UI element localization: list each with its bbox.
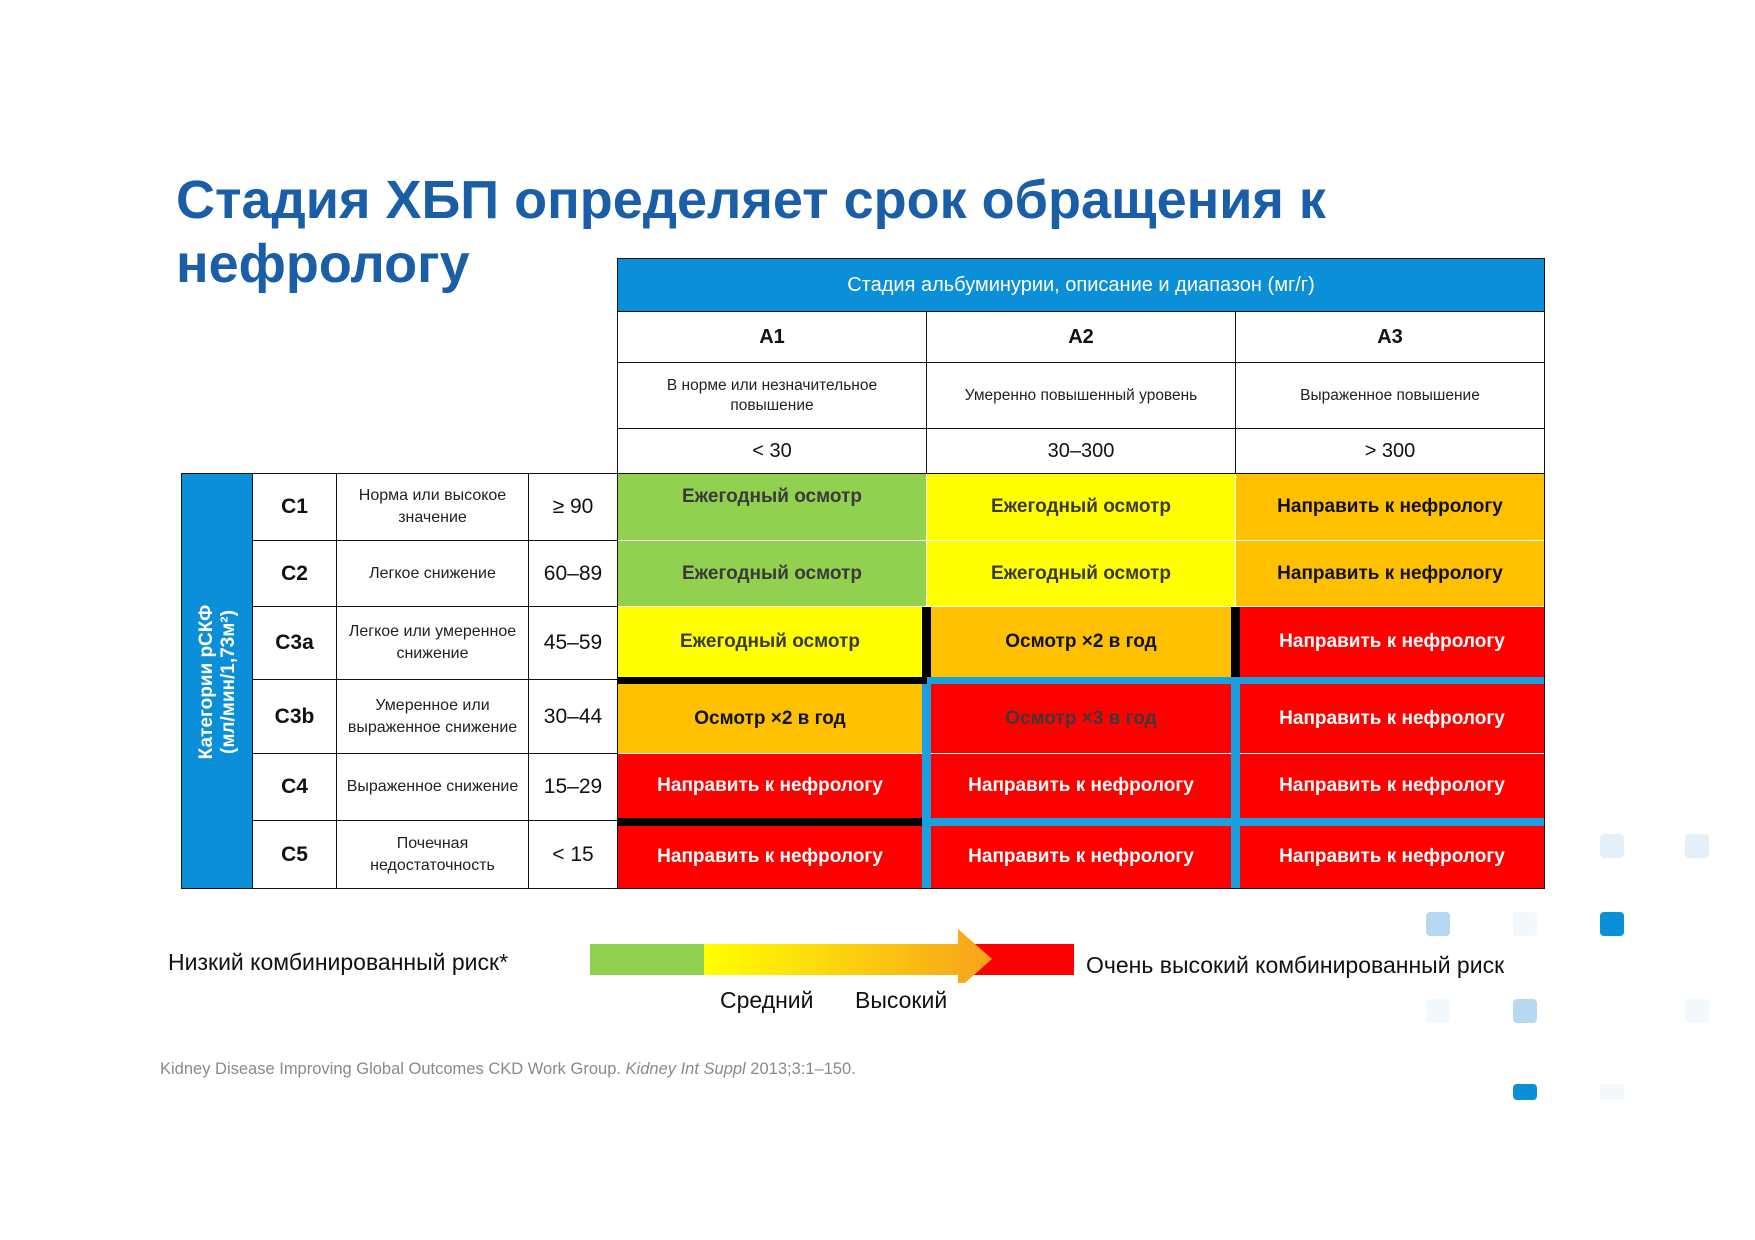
gfr-header-line1: Категории рСКФ <box>196 604 217 760</box>
gfr-value: 45–59 <box>528 606 618 680</box>
risk-cell-c4-a3: Направить к нефрологу <box>1240 754 1544 818</box>
decorative-square <box>1600 1084 1624 1100</box>
gfr-categories-header <box>181 473 253 889</box>
gfr-description: Легкое снижение <box>336 540 529 607</box>
column-a2-description: Умеренно повышенный уровень <box>926 362 1236 429</box>
citation-prefix: Kidney Disease Improving Global Outcomes CKD Work Group. <box>160 1060 626 1078</box>
risk-cell-c5-a2: Направить к нефрологу <box>931 826 1231 888</box>
citation-journal: Kidney Int Suppl <box>625 1060 746 1078</box>
citation-suffix: 2013;3:1–150. <box>745 1060 856 1078</box>
decorative-square <box>1513 1084 1537 1100</box>
legend-very-high-risk: Очень высокий комбинированный риск <box>1086 952 1505 978</box>
albuminuria-header: Стадия альбуминурии, описание и диапазон (мг/г) <box>617 258 1545 312</box>
risk-cell-c1-a3: Направить к нефрологу <box>1236 474 1544 540</box>
column-a2-range: 30–300 <box>926 428 1236 474</box>
column-a3-name: А3 <box>1235 311 1545 363</box>
risk-cell-c2-a3: Направить к нефрологу <box>1236 541 1544 606</box>
risk-cell-c2-a2: Ежегодный осмотр <box>927 541 1235 606</box>
boundary-line-blue <box>927 677 1544 684</box>
gfr-category-c3b: С3b <box>252 679 337 754</box>
legend-high-risk: Высокий <box>855 987 948 1013</box>
gfr-value: 15–29 <box>528 753 618 821</box>
boundary-line-blue <box>1231 684 1240 888</box>
gfr-description: Выраженное снижение <box>336 753 529 821</box>
decorative-square <box>1685 999 1709 1023</box>
gfr-value: < 15 <box>528 820 618 889</box>
gfr-category-c3a: С3а <box>252 606 337 680</box>
boundary-line <box>922 607 931 677</box>
risk-cell-c3b-a1: Осмотр ×2 в год <box>618 684 922 753</box>
risk-cell-c2-a1: Ежегодный осмотр <box>618 541 926 606</box>
risk-cell-c3a-a3: Направить к нефрологу <box>1240 607 1544 677</box>
gfr-description: Легкое или умеренное снижение <box>336 606 529 680</box>
decorative-square <box>1600 912 1624 936</box>
legend-medium-risk: Средний <box>720 987 814 1013</box>
boundary-line <box>1231 607 1240 677</box>
gfr-category-c4: С4 <box>252 753 337 821</box>
risk-cell-c3b-a2: Осмотр ×3 в год <box>931 684 1231 753</box>
column-a1-range: < 30 <box>617 428 927 474</box>
gfr-category-c1: С1 <box>252 473 337 541</box>
decorative-square <box>1600 834 1624 858</box>
risk-cell-c5-a1: Направить к нефрологу <box>618 826 922 888</box>
boundary-line-blue <box>922 684 931 888</box>
gfr-header-line2: (мл/мин/1,73м²) <box>218 610 239 754</box>
decorative-square <box>1513 999 1537 1023</box>
column-a3-description: Выраженное повышение <box>1235 362 1545 429</box>
risk-gradient-arrow <box>590 925 1080 983</box>
legend-arrow-shape <box>704 929 992 983</box>
decorative-square <box>1426 999 1450 1023</box>
gfr-description: Почечная недостаточность <box>336 820 529 889</box>
page-title: Стадия ХБП определяет срок обращения к нефрологу <box>176 170 1326 294</box>
citation <box>160 1060 856 1079</box>
column-a1-name: А1 <box>617 311 927 363</box>
boundary-line <box>618 677 927 684</box>
risk-cell-c5-a3: Направить к нефрологу <box>1240 826 1544 888</box>
legend-low-risk: Низкий комбинированный риск* <box>168 949 509 975</box>
gfr-description: Умеренное или выраженное снижение <box>336 679 529 754</box>
risk-cell-c1-a2: Ежегодный осмотр <box>927 474 1235 540</box>
gfr-description: Норма или высокое значение <box>336 473 529 541</box>
risk-cell-c4-a1: Направить к нефрологу <box>618 754 922 818</box>
legend-green-segment <box>590 944 704 975</box>
risk-cell-c3a-a1: Ежегодный осмотр <box>618 607 922 677</box>
risk-cell-c3b-a3: Направить к нефрологу <box>1240 684 1544 753</box>
column-a2-name: А2 <box>926 311 1236 363</box>
risk-cell-c4-a2: Направить к нефрологу <box>931 754 1231 818</box>
decorative-square <box>1513 912 1537 936</box>
gfr-category-c5: С5 <box>252 820 337 889</box>
decorative-square <box>1685 834 1709 858</box>
gfr-value: 60–89 <box>528 540 618 607</box>
gfr-category-c2: С2 <box>252 540 337 607</box>
risk-cell-c1-a1: Ежегодный осмотр <box>618 474 926 540</box>
gfr-value: 30–44 <box>528 679 618 754</box>
column-a1-description: В норме или незначительное повышение <box>617 362 927 429</box>
boundary-line <box>618 818 927 826</box>
decorative-square <box>1426 912 1450 936</box>
column-a3-range: > 300 <box>1235 428 1545 474</box>
risk-cell-c3a-a2: Осмотр ×2 в год <box>931 607 1231 677</box>
gfr-value: ≥ 90 <box>528 473 618 541</box>
